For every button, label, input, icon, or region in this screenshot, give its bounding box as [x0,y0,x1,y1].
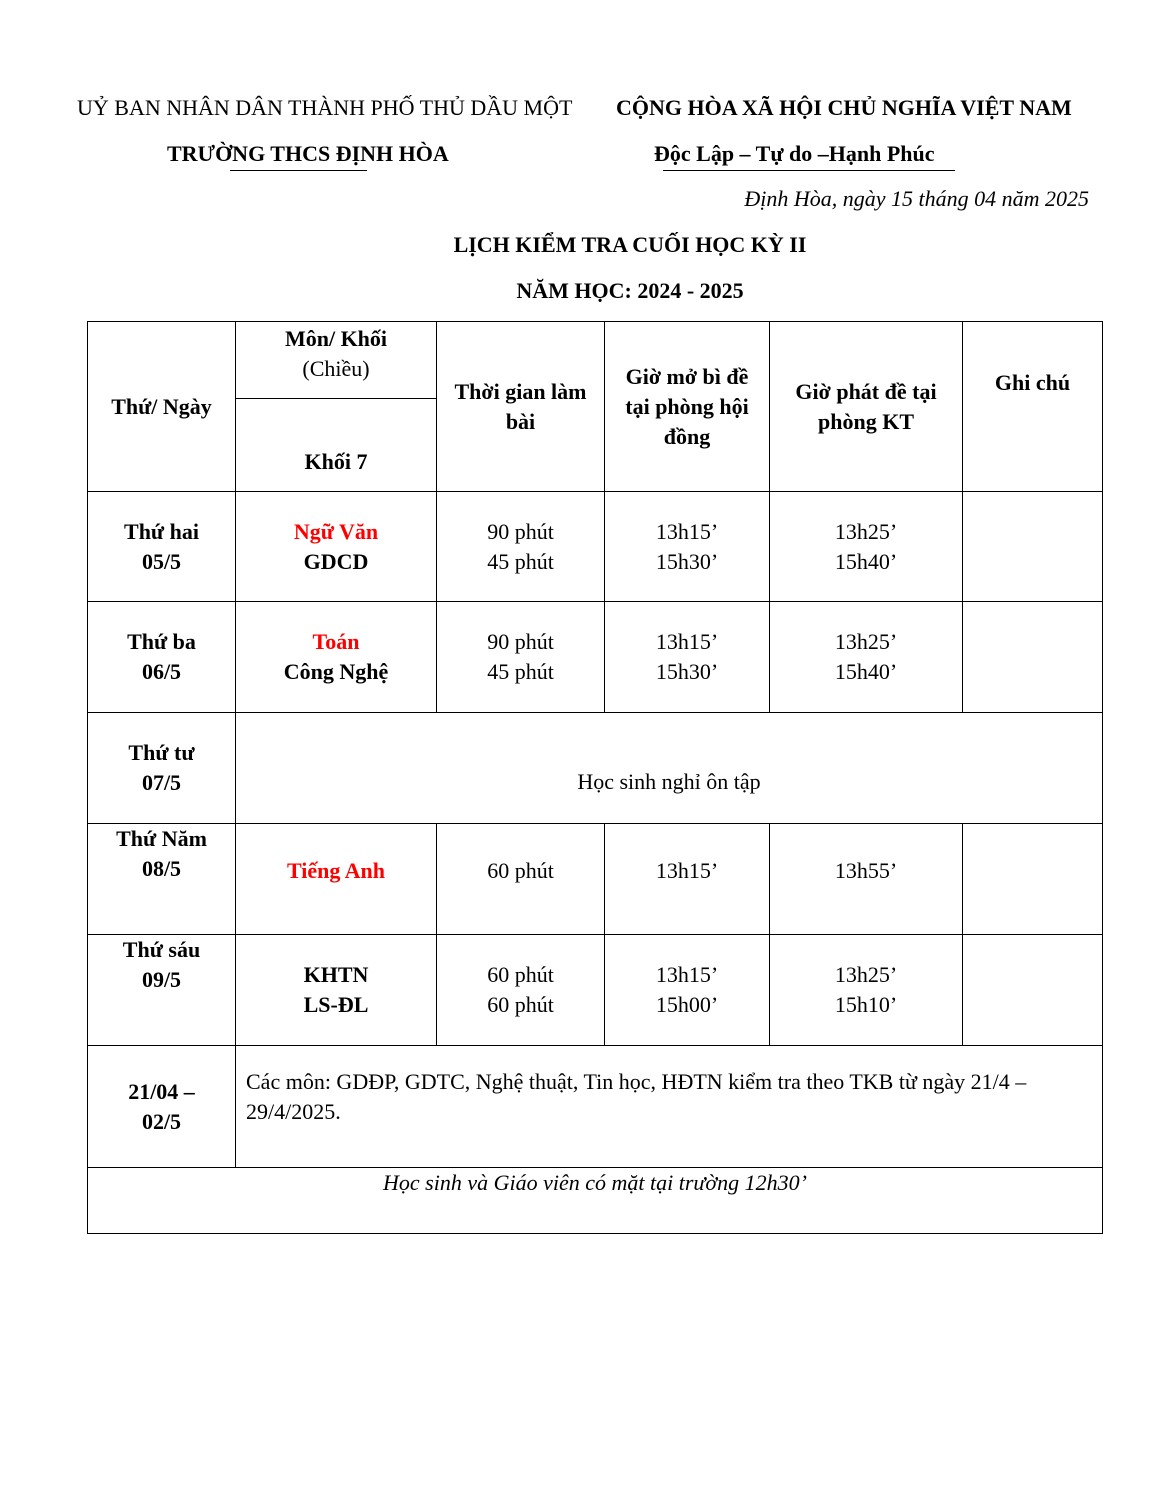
header-day: Thứ/ Ngày [88,322,236,492]
day-cell [88,602,236,713]
subject-name: Công Nghệ [283,659,389,684]
header-subject [236,322,437,399]
open-time-value: 13h15’ [655,629,719,654]
range-end: 02/5 [141,1108,182,1134]
note-cell [963,602,1103,713]
day-date: 06/5 [141,659,182,684]
header-note: Ghi chú [963,322,1103,492]
duration-cell [437,492,605,602]
subject-name: KHTN [303,962,369,987]
day-name: Thứ ba [127,629,196,654]
duration-value: 45 phút [487,659,554,684]
subject-name: LS-ĐL [303,992,369,1017]
table-row [88,713,1103,824]
header-deliver-time: Giờ phát đề tại phòng KT [770,322,963,492]
header-session-label: (Chiều) [302,356,370,381]
header-grade: Khối 7 [236,399,437,492]
day-date: 05/5 [141,548,182,574]
duration-cell [437,602,605,713]
duration-value: 60 phút [487,962,554,987]
other-subjects-note: Các môn: GDĐP, GDTC, Nghệ thuật, Tin học, HĐTN kiểm tra theo TKB từ ngày 21/4 – 29/4/2025. [236,1046,1103,1168]
motto-underline [663,170,955,171]
open-time-value: 13h15’ [655,518,719,544]
attendance-note: Học sinh và Giáo viên có mặt tại trường 12h30’ [88,1168,1103,1234]
document-title: LỊCH KIỂM TRA CUỐI HỌC KỲ II [453,232,807,257]
subject-cell [236,602,437,713]
duration-cell: 60 phút [437,824,605,935]
place-date: Định Hòa, ngày 15 tháng 04 năm 2025 [744,186,1089,211]
deliver-time-cell [770,602,963,713]
deliver-time-value: 13h25’ [834,629,898,654]
school-underline [230,170,367,171]
duration-value: 45 phút [487,548,554,574]
table-footer-row [88,1168,1103,1234]
table-header-row [88,322,1103,399]
range-start: 21/04 – [128,1078,195,1104]
open-time-cell [605,602,770,713]
duration-cell [437,935,605,1046]
note-cell [963,824,1103,935]
day-cell [88,824,236,935]
open-time-value: 13h15’ [655,962,719,987]
school-name: TRƯỜNG THCS ĐỊNH HÒA [167,141,449,166]
table-row [88,824,1103,935]
table-row [88,1046,1103,1168]
deliver-time-cell [770,935,963,1046]
day-date: 07/5 [141,770,182,795]
subject-name: GDCD [303,548,369,574]
subject-cell [236,492,437,602]
table-row [88,935,1103,1046]
subject-name: Ngữ Văn [293,518,379,544]
day-name: Thứ hai [124,518,199,544]
school-year: NĂM HỌC: 2024 - 2025 [516,278,744,303]
duration-value: 60 phút [487,992,554,1017]
authority-name: UỶ BAN NHÂN DÂN THÀNH PHỐ THỦ DẦU MỘT [77,95,573,120]
range-cell [88,1046,236,1168]
header-open-time: Giờ mở bì đề tại phòng hội đồng [605,322,770,492]
open-time-value: 15h30’ [655,659,719,684]
review-day-cell: Học sinh nghỉ ôn tập [236,713,1103,824]
deliver-time-value: 13h25’ [834,518,898,544]
deliver-time-cell [770,492,963,602]
open-time-cell [605,935,770,1046]
deliver-time-value: 15h40’ [834,548,898,574]
day-cell [88,492,236,602]
day-date: 09/5 [141,967,182,992]
table-row [88,602,1103,713]
day-cell [88,935,236,1046]
nation-motto: Độc Lập – Tự do –Hạnh Phúc [654,141,935,166]
deliver-time-value: 15h40’ [834,659,898,684]
day-date: 08/5 [141,856,182,881]
subject-name: Toán [312,629,360,654]
header-subject-label: Môn/ Khối [284,326,388,351]
table-row [88,492,1103,602]
open-time-cell [605,492,770,602]
duration-value: 90 phút [487,518,554,544]
deliver-time-cell: 13h55’ [770,824,963,935]
open-time-value: 15h00’ [655,992,719,1017]
exam-schedule-table [87,321,1103,1234]
deliver-time-value: 15h10’ [834,992,898,1017]
note-cell [963,935,1103,1046]
deliver-time-value: 13h25’ [834,962,898,987]
duration-value: 90 phút [487,629,554,654]
open-time-cell: 13h15’ [605,824,770,935]
header-duration: Thời gian làm bài [437,322,605,492]
subject-cell: Tiếng Anh [236,824,437,935]
note-cell [963,492,1103,602]
day-name: Thứ sáu [122,937,201,962]
day-name: Thứ tư [128,740,195,765]
nation-name: CỘNG HÒA XÃ HỘI CHỦ NGHĨA VIỆT NAM [616,95,1072,120]
day-cell [88,713,236,824]
subject-cell [236,935,437,1046]
open-time-value: 15h30’ [655,548,719,574]
day-name: Thứ Năm [116,826,207,851]
